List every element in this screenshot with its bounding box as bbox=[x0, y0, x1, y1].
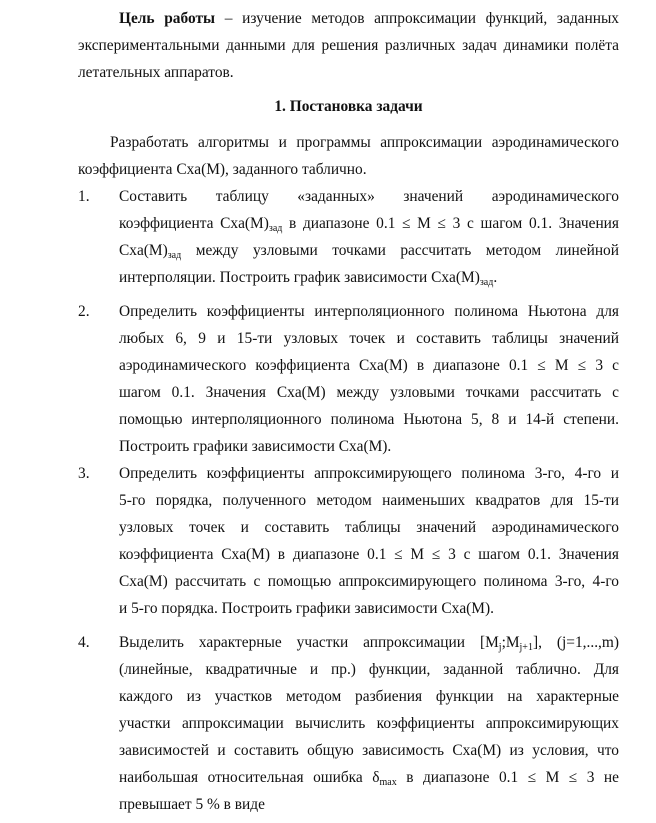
item-2-line-3: аэродинамического коэффициента Cxa(M) в диапазоне 0.1 ≤ M ≤ 3 с bbox=[119, 357, 619, 374]
item-1-line-3: $Cxa(M)_{зад}$ между узловыми точками рассчитать методом линейной bbox=[119, 242, 619, 261]
item-4-line-1: Выделить характерные участки аппроксимации $[M_j;M_{j+1}]$, (j=1,...,m) bbox=[119, 634, 620, 653]
item-3-line-2: 5-го порядка, полученного методом наименьших квадратов для 15-ти bbox=[119, 492, 619, 509]
item-1-line-1: Составить таблицу «заданных» значений аэродинамического bbox=[119, 188, 619, 205]
item-1-number: 1. bbox=[78, 188, 90, 205]
item-4-line-3: каждого из участков методом разбиения функции на характерные bbox=[119, 688, 619, 705]
item-3-number: 3. bbox=[78, 465, 90, 482]
item-3-line-5: Cxa(M) рассчитать с помощью аппроксимирующего полинома 3-го, 4-го bbox=[119, 573, 619, 590]
item-2-line-2: любых 6, 9 и 15-ти узловых точек и составить таблицы значений bbox=[119, 330, 619, 347]
item-3-line-1: Определить коэффициенты аппроксимирующего полинома 3-го, 4-го и bbox=[119, 465, 619, 482]
item-1-line-2: коэффициента $Cxa(M)_{зад}$ в диапазоне 0.1 ≤ M ≤ 3 с шагом 0.1. Значения bbox=[119, 215, 619, 234]
item-4-line-2: (линейные, квадратичные и пр.) функции, заданной таблично. Для bbox=[119, 661, 619, 678]
item-1-line-4: интерполяции. Построить график зависимости $Cxa(M)_{зад}$. bbox=[119, 269, 498, 288]
item-4-line-6: наибольшая относительная ошибка $\delta_{max}$ в диапазоне 0.1 ≤ M ≤ 3 не bbox=[119, 769, 619, 788]
item-4-line-4: участки аппроксимации вычислить коэффициенты аппроксимирующих bbox=[119, 715, 619, 732]
item-2-line-6: Построить графики зависимости Cxa(M). bbox=[119, 438, 392, 455]
preamble-line-2: коэффициента Cxa(M), заданного таблично. bbox=[78, 161, 367, 178]
section-heading: 1. Постановка задачи bbox=[274, 98, 423, 115]
item-2-number: 2. bbox=[78, 303, 90, 320]
item-2-line-5: помощью интерполяционного полинома Ньютона 5, 8 и 14-й степени. bbox=[119, 411, 619, 428]
item-3-line-3: узловых точек и составить таблицы значений аэродинамического bbox=[119, 519, 619, 536]
item-4-line-7: превышает 5 % в виде bbox=[119, 796, 265, 813]
intro-line-3: летательных аппаратов. bbox=[78, 64, 234, 81]
intro-label: Цель работы bbox=[119, 10, 216, 27]
item-2-line-1: Определить коэффициенты интерполяционного полинома Ньютона для bbox=[119, 303, 619, 320]
preamble-line-1: Разработать алгоритмы и программы аппроксимации аэродинамического bbox=[110, 134, 619, 151]
item-3-line-6: и 5-го порядка. Построить графики зависимости Cxa(M). bbox=[119, 600, 494, 617]
intro-line-2: экспериментальными данными для решения различных задач динамики полёта bbox=[78, 37, 619, 54]
item-2-line-4: шагом 0.1. Значения Cxa(M) между узловыми точками рассчитать с bbox=[119, 384, 619, 401]
item-3-line-4: коэффициента Cxa(M) в диапазоне 0.1 ≤ M ≤ 3 с шагом 0.1. Значения bbox=[119, 546, 619, 563]
intro-line-1: Цель работы – изучение методов аппроксимации функций, заданных bbox=[119, 10, 619, 27]
item-4-line-5: зависимостей и составить общую зависимость Cxa(M) из условия, что bbox=[119, 742, 619, 759]
item-4-number: 4. bbox=[78, 634, 90, 651]
